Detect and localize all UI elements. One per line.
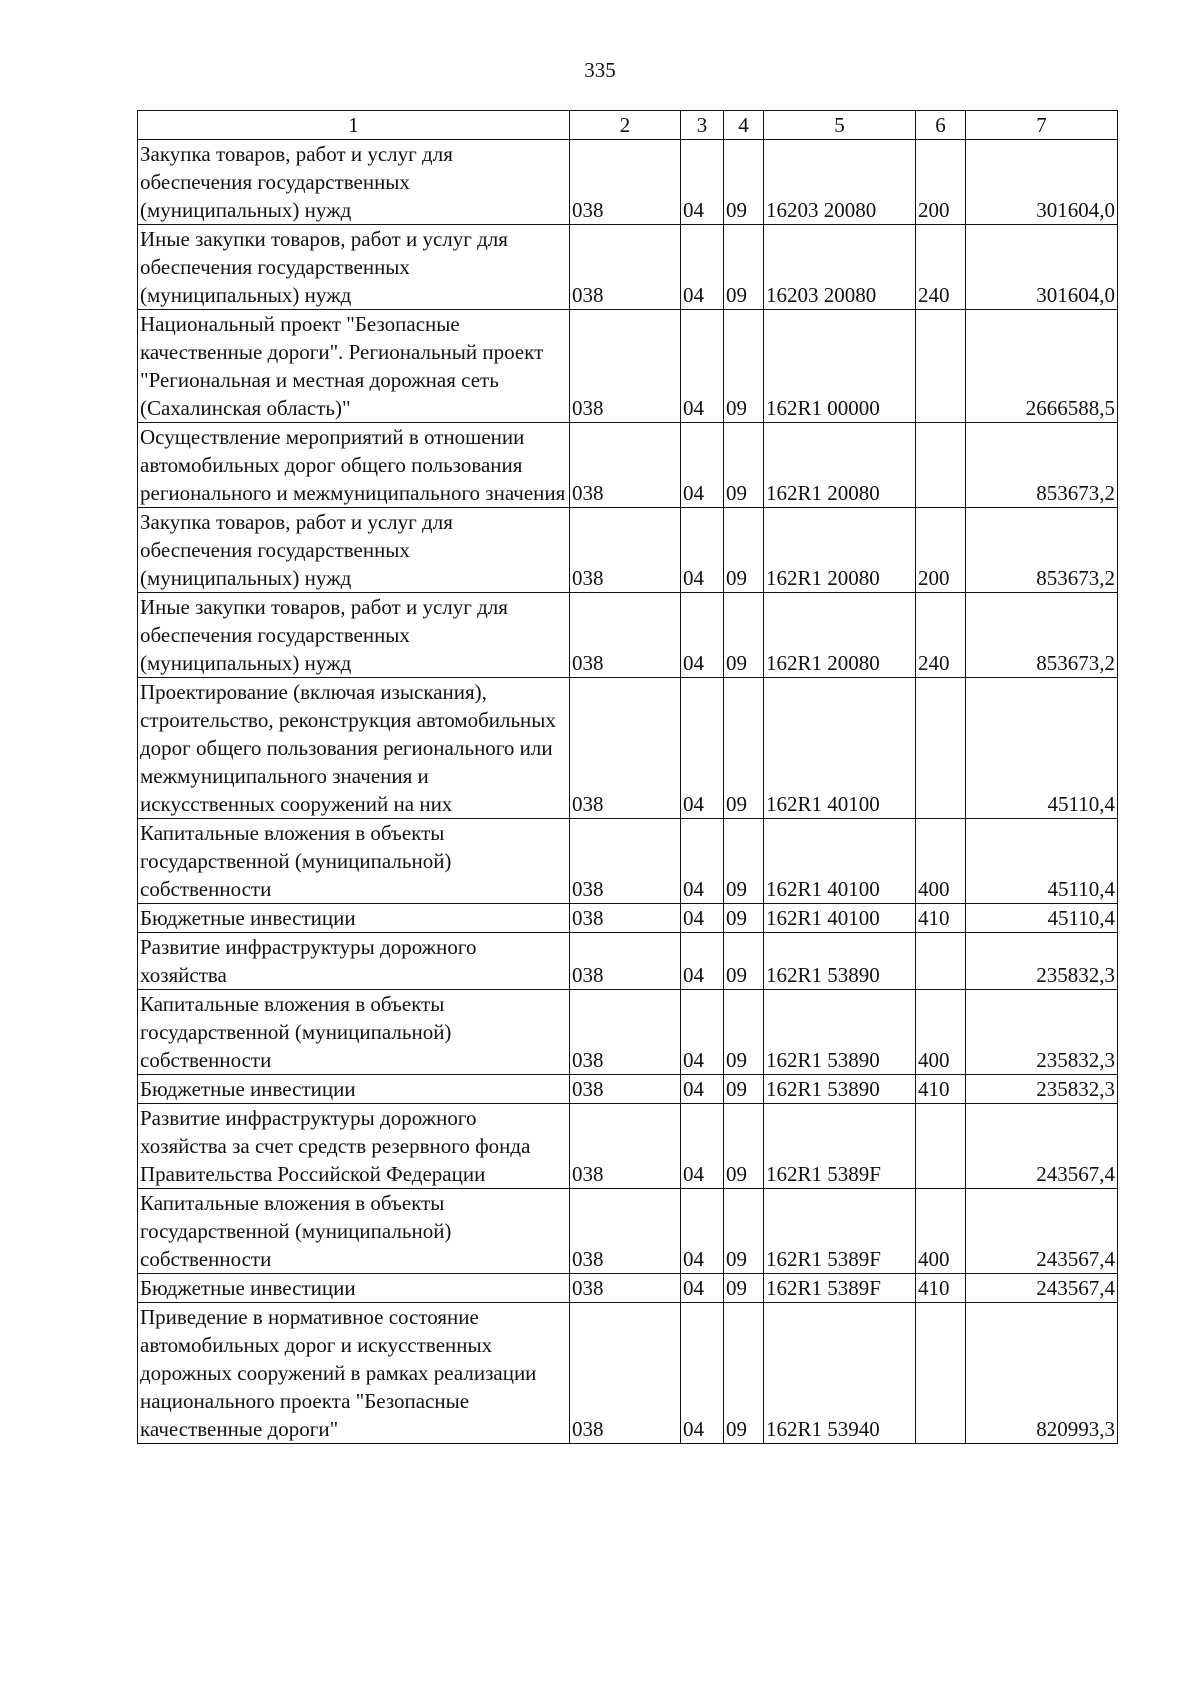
- table-row: [138, 990, 1118, 1075]
- row-type-cell: 200: [916, 140, 966, 225]
- row-type-cell: 240: [916, 225, 966, 310]
- column-header: 2: [570, 111, 681, 140]
- row-amount-cell: 301604,0: [966, 225, 1118, 310]
- row-code-cell: 038: [570, 593, 681, 678]
- row-section-cell: 04: [681, 1075, 724, 1104]
- row-target-cell: 162R1 20080: [764, 593, 916, 678]
- row-subsection-cell: 09: [724, 1303, 764, 1444]
- table-row: [138, 593, 1118, 678]
- column-header: 5: [764, 111, 916, 140]
- table-row: [138, 1189, 1118, 1274]
- row-section-cell: 04: [681, 678, 724, 819]
- row-amount-cell: 853673,2: [966, 423, 1118, 508]
- row-name-cell: Бюджетные инвестиции: [138, 904, 570, 933]
- row-code-cell: 038: [570, 819, 681, 904]
- row-target-cell: 162R1 40100: [764, 904, 916, 933]
- row-amount-cell: 45110,4: [966, 904, 1118, 933]
- row-code-cell: 038: [570, 423, 681, 508]
- row-type-cell: [916, 310, 966, 423]
- row-code-cell: 038: [570, 1303, 681, 1444]
- row-code-cell: 038: [570, 990, 681, 1075]
- row-code-cell: 038: [570, 140, 681, 225]
- row-section-cell: 04: [681, 933, 724, 990]
- row-code-cell: 038: [570, 1189, 681, 1274]
- row-target-cell: 162R1 20080: [764, 423, 916, 508]
- row-amount-cell: 235832,3: [966, 933, 1118, 990]
- row-amount-cell: 243567,4: [966, 1104, 1118, 1189]
- row-section-cell: 04: [681, 140, 724, 225]
- row-name-cell: Закупка товаров, работ и услуг для обеспечения государственных (муниципальных) нужд: [138, 140, 570, 225]
- row-subsection-cell: 09: [724, 508, 764, 593]
- budget-table: [137, 110, 1118, 1444]
- row-code-cell: 038: [570, 508, 681, 593]
- row-subsection-cell: 09: [724, 933, 764, 990]
- row-subsection-cell: 09: [724, 423, 764, 508]
- table-row: [138, 904, 1118, 933]
- row-target-cell: 162R1 53890: [764, 990, 916, 1075]
- row-amount-cell: 45110,4: [966, 819, 1118, 904]
- row-target-cell: 162R1 20080: [764, 508, 916, 593]
- row-name-cell: Капитальные вложения в объекты государственной (муниципальной) собственности: [138, 819, 570, 904]
- row-target-cell: 162R1 00000: [764, 310, 916, 423]
- row-section-cell: 04: [681, 225, 724, 310]
- row-code-cell: 038: [570, 678, 681, 819]
- row-section-cell: 04: [681, 1189, 724, 1274]
- row-section-cell: 04: [681, 1104, 724, 1189]
- header-row: [138, 111, 1118, 140]
- row-amount-cell: 235832,3: [966, 990, 1118, 1075]
- row-subsection-cell: 09: [724, 140, 764, 225]
- row-amount-cell: 853673,2: [966, 593, 1118, 678]
- row-name-cell: Капитальные вложения в объекты государственной (муниципальной) собственности: [138, 990, 570, 1075]
- table-row: [138, 140, 1118, 225]
- row-amount-cell: 243567,4: [966, 1274, 1118, 1303]
- row-section-cell: 04: [681, 819, 724, 904]
- row-target-cell: 162R1 40100: [764, 678, 916, 819]
- row-target-cell: 162R1 53890: [764, 1075, 916, 1104]
- row-type-cell: [916, 933, 966, 990]
- row-name-cell: Развитие инфраструктуры дорожного хозяйства за счет средств резервного фонда Правительства Российской Федерации: [138, 1104, 570, 1189]
- row-code-cell: 038: [570, 933, 681, 990]
- table-row: [138, 310, 1118, 423]
- column-header: 7: [966, 111, 1118, 140]
- row-target-cell: 162R1 40100: [764, 819, 916, 904]
- row-type-cell: [916, 1104, 966, 1189]
- row-name-cell: Проектирование (включая изыскания), строительство, реконструкция автомобильных дорог общего пользования регионального или межмуниципального значения и искусственных сооружений на них: [138, 678, 570, 819]
- table-row: [138, 933, 1118, 990]
- table-row: [138, 1274, 1118, 1303]
- row-subsection-cell: 09: [724, 990, 764, 1075]
- row-type-cell: 240: [916, 593, 966, 678]
- row-subsection-cell: 09: [724, 310, 764, 423]
- row-subsection-cell: 09: [724, 904, 764, 933]
- row-name-cell: Осуществление мероприятий в отношении автомобильных дорог общего пользования регионального и межмуниципального значения: [138, 423, 570, 508]
- row-subsection-cell: 09: [724, 1104, 764, 1189]
- table-row: [138, 508, 1118, 593]
- row-amount-cell: 45110,4: [966, 678, 1118, 819]
- row-name-cell: Иные закупки товаров, работ и услуг для обеспечения государственных (муниципальных) нужд: [138, 225, 570, 310]
- row-subsection-cell: 09: [724, 593, 764, 678]
- row-subsection-cell: 09: [724, 1075, 764, 1104]
- row-target-cell: 162R1 5389F: [764, 1104, 916, 1189]
- row-type-cell: 200: [916, 508, 966, 593]
- row-subsection-cell: 09: [724, 1189, 764, 1274]
- row-amount-cell: 820993,3: [966, 1303, 1118, 1444]
- table-row: [138, 1303, 1118, 1444]
- row-target-cell: 162R1 53940: [764, 1303, 916, 1444]
- table-body: [138, 140, 1118, 1444]
- row-section-cell: 04: [681, 1303, 724, 1444]
- row-target-cell: 162R1 5389F: [764, 1189, 916, 1274]
- row-section-cell: 04: [681, 593, 724, 678]
- row-code-cell: 038: [570, 904, 681, 933]
- row-type-cell: 410: [916, 1075, 966, 1104]
- row-target-cell: 162R1 53890: [764, 933, 916, 990]
- row-type-cell: 410: [916, 1274, 966, 1303]
- row-amount-cell: 243567,4: [966, 1189, 1118, 1274]
- column-header: 6: [916, 111, 966, 140]
- table-row: [138, 678, 1118, 819]
- table-row: [138, 1104, 1118, 1189]
- row-name-cell: Национальный проект "Безопасные качественные дороги". Региональный проект "Региональная и местная дорожная сеть (Сахалинская область)": [138, 310, 570, 423]
- row-subsection-cell: 09: [724, 225, 764, 310]
- row-code-cell: 038: [570, 1075, 681, 1104]
- row-type-cell: 400: [916, 1189, 966, 1274]
- page-number: 335: [584, 58, 616, 82]
- table-row: [138, 1075, 1118, 1104]
- row-type-cell: 410: [916, 904, 966, 933]
- row-type-cell: [916, 423, 966, 508]
- column-header: 3: [681, 111, 724, 140]
- row-amount-cell: 853673,2: [966, 508, 1118, 593]
- row-type-cell: [916, 678, 966, 819]
- row-code-cell: 038: [570, 225, 681, 310]
- row-amount-cell: 2666588,5: [966, 310, 1118, 423]
- row-name-cell: Бюджетные инвестиции: [138, 1274, 570, 1303]
- table-row: [138, 819, 1118, 904]
- row-name-cell: Капитальные вложения в объекты государственной (муниципальной) собственности: [138, 1189, 570, 1274]
- row-type-cell: 400: [916, 819, 966, 904]
- row-section-cell: 04: [681, 423, 724, 508]
- table-row: [138, 423, 1118, 508]
- row-section-cell: 04: [681, 904, 724, 933]
- row-code-cell: 038: [570, 1104, 681, 1189]
- column-header: 4: [724, 111, 764, 140]
- row-target-cell: 162R1 5389F: [764, 1274, 916, 1303]
- table-row: [138, 225, 1118, 310]
- row-name-cell: Бюджетные инвестиции: [138, 1075, 570, 1104]
- row-code-cell: 038: [570, 310, 681, 423]
- row-name-cell: Развитие инфраструктуры дорожного хозяйства: [138, 933, 570, 990]
- row-target-cell: 16203 20080: [764, 225, 916, 310]
- row-code-cell: 038: [570, 1274, 681, 1303]
- row-name-cell: Закупка товаров, работ и услуг для обеспечения государственных (муниципальных) нужд: [138, 508, 570, 593]
- row-section-cell: 04: [681, 1274, 724, 1303]
- row-subsection-cell: 09: [724, 819, 764, 904]
- row-type-cell: 400: [916, 990, 966, 1075]
- row-name-cell: Приведение в нормативное состояние автомобильных дорог и искусственных дорожных сооружений в рамках реализации национального проекта "Безопасные качественные дороги": [138, 1303, 570, 1444]
- row-amount-cell: 301604,0: [966, 140, 1118, 225]
- row-section-cell: 04: [681, 990, 724, 1075]
- row-name-cell: Иные закупки товаров, работ и услуг для обеспечения государственных (муниципальных) нужд: [138, 593, 570, 678]
- row-section-cell: 04: [681, 508, 724, 593]
- row-subsection-cell: 09: [724, 678, 764, 819]
- row-target-cell: 16203 20080: [764, 140, 916, 225]
- column-header: 1: [138, 111, 570, 140]
- row-amount-cell: 235832,3: [966, 1075, 1118, 1104]
- row-section-cell: 04: [681, 310, 724, 423]
- row-type-cell: [916, 1303, 966, 1444]
- row-subsection-cell: 09: [724, 1274, 764, 1303]
